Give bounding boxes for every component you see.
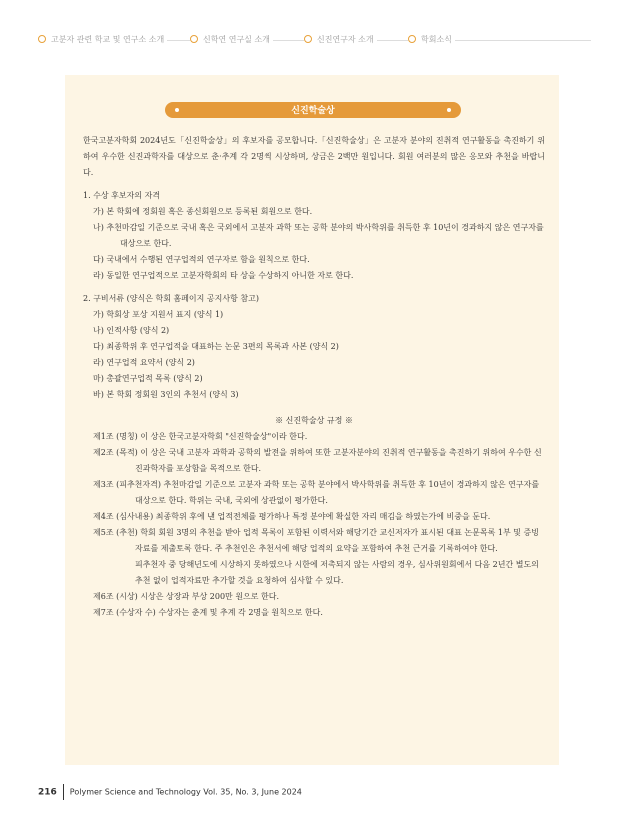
nav-item-young-researchers[interactable] [304,34,377,45]
page-footer [38,784,302,800]
rule-article: 제1조 (명칭) 이 상은 한국고분자학회 "신진학술상"이라 한다. [93,432,308,441]
journal-volume: Vol. 35, No. 3, June 2024 [203,787,302,797]
nav-item-society-news[interactable] [408,34,455,45]
rule-article: 제6조 (시상) 시상은 상장과 부상 200만 원으로 한다. [93,592,280,601]
section-heading-eligibility: 1. 수상 후보자의 자격 [83,191,161,200]
rule-article: 제7조 (수상자 수) 수상자는 춘계 및 추계 각 2명을 원칙으로 한다. [93,608,323,617]
rule-article: 제5조 (추천) 학회 회원 3명의 추천을 받아 업적 목록이 포함된 이력서와 해당기간 교신저자가 표시된 대표 논문목록 1부 및 증빙자료를 제출토록 한다. 주 추천인은 추천서에 해당 업적의 요약을 포함하여 추천 근거를 기록하여야 한다. [93,528,539,553]
page-number: 216 [38,787,57,798]
title-banner [165,102,461,118]
journal-name: Polymer Science and Technology [69,787,201,797]
eligibility-item: 라) 동일한 연구업적으로 고분자학회의 타 상을 수상하지 아니한 자로 한다. [93,271,354,280]
section-heading-documents: 2. 구비서류 (양식은 학회 홈페이지 공지사항 참고) [83,294,259,303]
nav-item-label: 학회소식 [421,35,452,44]
location-pin-icon [408,35,416,43]
eligibility-item: 가) 본 학회에 정회원 혹은 종신회원으로 등록된 회원으로 한다. [93,207,313,216]
announcement-panel [65,75,559,765]
banner-title: 신진학술상 [291,106,335,116]
location-pin-icon [304,35,312,43]
bullet-dot-icon [447,108,451,112]
top-navigation [0,30,621,52]
document-item: 라) 연구업적 요약서 (양식 2) [93,358,195,367]
document-item: 바) 본 학회 정회원 3인의 추천서 (양식 3) [93,390,239,399]
document-item: 마) 총괄연구업적 목록 (양식 2) [93,374,203,383]
nav-item-label: 신학연 연구실 소개 [203,35,270,44]
nav-item-label: 고분자 관련 학교 및 연구소 소개 [51,35,165,44]
nav-item-label: 신진연구자 소개 [317,35,374,44]
rule-article: 제3조 (피추천자격) 추천마감일 기준으로 고분자 과학 또는 공학 분야에서 박사학위를 취득한 후 10년이 경과하지 않은 연구자를 대상으로 한다. 학위는 국내, 국외에 상관없이 평가한다. [93,480,540,505]
rule-article: 제2조 (목적) 이 상은 국내 고분자 과학과 공학의 발전을 위하여 또한 고분자분야의 진취적 연구활동을 촉진하기 위하여 우수한 신진과학자를 포상함을 목적으로 한다. [93,448,542,473]
intro-paragraph: 한국고분자학회 2024년도「신진학술상」의 후보자를 공모합니다.「신진학술상」은 고분자 분야의 진취적 연구활동을 촉진하기 위하여 우수한 신진과학자를 대상으로 춘·추계 각 2명씩 시상하며, 상금은 2백만 원입니다. 회원 여러분의 많은 응모와 추천을 바랍니다. [83,136,545,177]
document-item: 다) 최종학위 후 연구업적을 대표하는 논문 3편의 목록과 사본 (양식 2) [93,342,339,351]
eligibility-item: 나) 추천마감일 기준으로 국내 혹은 국외에서 고분자 과학 또는 공학 분야의 박사학위를 취득한 후 10년이 경과하지 않은 연구자를 대상으로 한다. [93,223,544,248]
nav-item-schools[interactable] [38,34,167,45]
rule-article: 제4조 (심사내용) 최종학위 후에 낸 업적전체를 평가하나 특정 분야에 확실한 자리 매김을 하였는가에 비중을 둔다. [93,512,491,521]
location-pin-icon [190,35,198,43]
document-item: 가) 학회상 포상 지원서 표지 (양식 1) [93,310,224,319]
nav-item-labs[interactable] [190,34,273,45]
rule-article-continuation: 피추천자 중 당해년도에 시상하지 못하였으나 시한에 저촉되지 않는 사람의 경우, 심사위원회에서 다음 2년간 별도의 추천 없이 업적자료만 추가할 것을 요청하여 심사할 수 있다. [135,560,539,585]
rules-title: ※ 신진학술상 규정 ※ [275,416,353,425]
announcement-body [83,133,545,621]
location-pin-icon [38,35,46,43]
footer-divider [63,784,64,800]
document-item: 나) 인적사항 (양식 2) [93,326,170,335]
eligibility-item: 다) 국내에서 수행된 연구업적의 연구자로 함을 원칙으로 한다. [93,255,310,264]
